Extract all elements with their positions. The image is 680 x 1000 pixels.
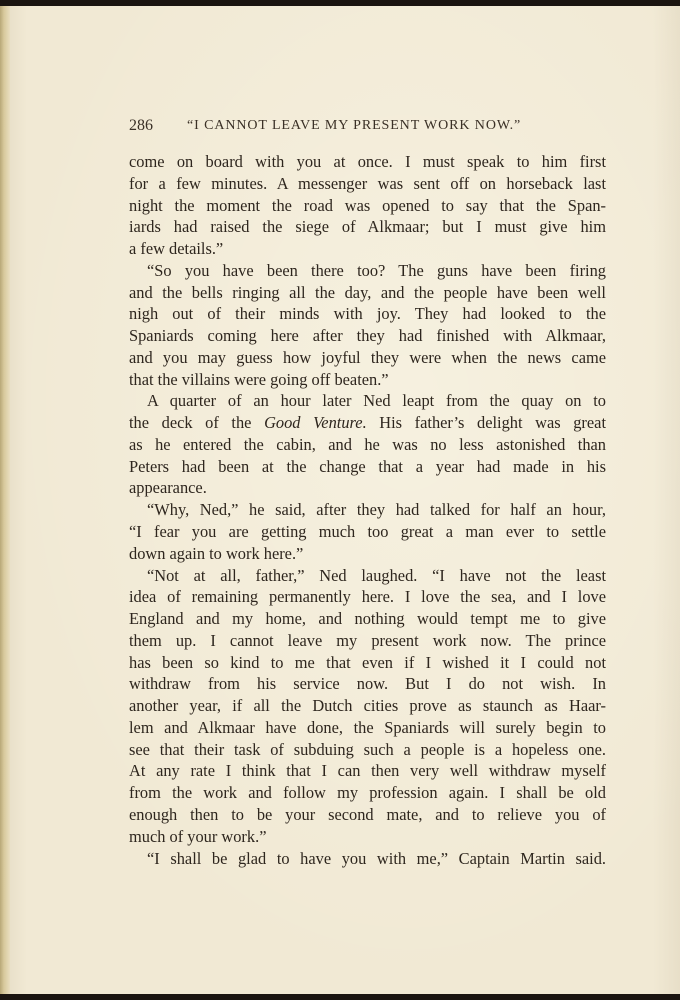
text-line: “So you have been there too? The guns have been firing	[147, 260, 606, 280]
text-line: England and my home, and nothing would tempt me to give	[129, 609, 606, 629]
text-line: from the work and follow my profession again. I shall be old	[129, 783, 606, 803]
text-line: lem and Alkmaar have done, the Spaniards will surely begin to	[129, 717, 606, 737]
text-line: “I fear you are getting much too great a man ever to settle	[129, 522, 606, 542]
text-segment: His father’s delight was great	[366, 413, 606, 433]
text-line: “I shall be glad to have you with me,” Captain Martin said.	[147, 848, 606, 868]
text-line: Spaniards coming here after they had finished with Alkmaar,	[129, 326, 606, 346]
text-line: withdraw from his service now. But I do not wish. In	[129, 674, 606, 694]
text-line: see that their task of subduing such a people is a hopeless one.	[129, 739, 606, 759]
ship-name: Good Venture.	[264, 413, 367, 433]
text-line: nigh out of their minds with joy. They had looked to the	[129, 304, 606, 324]
text-segment: the deck of the	[129, 413, 265, 433]
text-line: has been so kind to me that even if I wished it I could not	[129, 652, 606, 672]
text-line: down again to work here.”	[129, 543, 304, 563]
text-line: idea of remaining permanently here. I love the sea, and I love	[129, 587, 606, 607]
text-line	[129, 412, 606, 434]
text-line: A quarter of an hour later Ned leapt from the quay on to	[147, 391, 606, 411]
text-line: come on board with you at once. I must speak to him first	[129, 152, 606, 171]
text-line: as he entered the cabin, and he was no less astonished than	[129, 434, 606, 454]
text-line: and you may guess how joyful they were when the news came	[129, 347, 606, 367]
text-line: “Not at all, father,” Ned laughed. “I have not the least	[147, 565, 606, 585]
body-text	[129, 151, 606, 869]
text-line: them up. I cannot leave my present work now. The prince	[129, 630, 606, 650]
text-line: enough then to be your second mate, and to relieve you of	[129, 804, 606, 824]
text-line: that the villains were going off beaten.”	[129, 369, 389, 389]
running-head	[129, 117, 609, 141]
page-spine-shadow	[0, 6, 10, 994]
page-number: 286	[129, 117, 153, 134]
chapter-header-title: “I CANNOT LEAVE MY PRESENT WORK NOW.”	[187, 118, 522, 133]
book-page	[0, 6, 680, 994]
text-line: another year, if all the Dutch cities prove as staunch as Haar-	[129, 696, 606, 716]
text-line: “Why, Ned,” he said, after they had talked for half an hour,	[147, 500, 606, 520]
text-line: Peters had been at the change that a year had made in his	[129, 456, 606, 476]
text-line: night the moment the road was opened to say that the Span-	[129, 195, 606, 215]
text-line: for a few minutes. A messenger was sent off on horseback last	[129, 173, 606, 193]
text-line: much of your work.”	[129, 826, 267, 846]
text-line: At any rate I think that I can then very well withdraw myself	[129, 761, 606, 781]
text-line: iards had raised the siege of Alkmaar; but I must give him	[129, 217, 606, 237]
text-line: a few details.”	[129, 239, 224, 259]
text-line: appearance.	[129, 478, 207, 498]
text-line: and the bells ringing all the day, and the people have been well	[129, 282, 606, 302]
